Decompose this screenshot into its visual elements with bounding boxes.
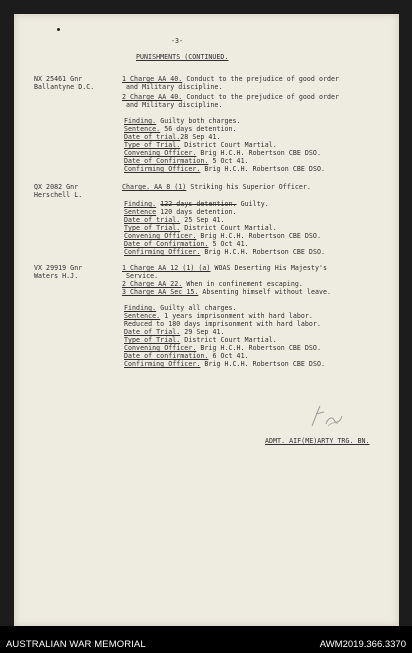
page-heading: PUNISHMENTS (CONTINUED. — [136, 53, 229, 61]
page-number: -3- — [171, 37, 184, 45]
sentence-line: Sentence. 1 years imprisonment with hard labor. — [124, 312, 313, 320]
confirming-officer-line: Confirming Officer. Brig H.C.H. Robertson CBE DSO. — [124, 360, 326, 368]
sentence-line: Sentence 120 days detention. — [124, 208, 237, 216]
charge-continuation: and Military discipline. — [126, 83, 223, 91]
convening-officer-line: Convening Officer. Brig H.C.H. Robertson CBE DSO. — [124, 344, 321, 352]
charge-line: Charge. AA 8 (1) Striking his Superior Officer. — [122, 183, 311, 191]
soldier-name: Herschell L. — [34, 191, 83, 199]
charge-continuation: Service. — [126, 272, 159, 280]
sentence-continuation: Reduced to 180 days imprisonment with hard labor. — [124, 320, 321, 328]
signature-title: ADMT. AIF(ME)ARTY TRG. BN. — [265, 437, 370, 445]
confirmation-date-line: Date of Confirmation. 5 Oct 41. — [124, 157, 249, 165]
trial-type-line: Type of Trial. District Court Martial. — [124, 224, 277, 232]
document-page — [14, 14, 399, 626]
finding-line: Finding. Guilty all charges. — [124, 304, 237, 312]
trial-type-line: Type of Trial. District Court Martial. — [124, 141, 277, 149]
trial-type-line: Type of Trial. District Court Martial. — [124, 336, 277, 344]
charge-line: 3 Charge AA Sec 15. Absenting himself without leave. — [122, 288, 332, 296]
institution-label: AUSTRALIAN WAR MEMORIAL — [6, 639, 146, 650]
charge-line: 1 Charge AA 40. Conduct to the prejudice of good order — [122, 75, 340, 83]
convening-officer-line: Convening Officer. Brig H.C.H. Robertson CBE DSO. — [124, 232, 321, 240]
soldier-number: VX 29919 Gnr — [34, 264, 83, 272]
charge-continuation: and Military discipline. — [126, 101, 223, 109]
charge-line: 2 Charge AA 40. Conduct to the prejudice of good order — [122, 93, 340, 101]
sentence-line: Sentence. 56 days detention. — [124, 125, 237, 133]
confirmation-date-line: Date of confirmation. 6 Oct 41. — [124, 352, 249, 360]
finding-line: Finding. Guilty both charges. — [124, 117, 241, 125]
confirmation-date-line: Date of Confirmation. 5 Oct 41. — [124, 240, 249, 248]
trial-date-line: Date of trial.28 Sep 41. — [124, 133, 221, 141]
trial-date-line: Date of Trial. 29 Sep 41. — [124, 328, 225, 336]
struck-text: 122 days detention. — [160, 200, 237, 208]
finding-line: Finding. 122 days detention. Guilty. — [124, 200, 269, 208]
convening-officer-line: Convening Officer. Brig H.C.H. Robertson CBE DSO. — [124, 149, 321, 157]
soldier-number: QX 2082 Gnr — [34, 183, 79, 191]
archive-footer — [0, 626, 412, 653]
handwritten-signature — [306, 402, 356, 432]
punch-mark — [57, 28, 60, 31]
soldier-name: Ballantyne D.C. — [34, 83, 95, 91]
trial-date-line: Date of trial. 25 Sep 41. — [124, 216, 225, 224]
accession-number: AWM2019.366.3370 — [319, 639, 406, 650]
charge-line: 1 Charge AA 12 (1) (a) WOAS Deserting His Majesty's — [122, 264, 328, 272]
charge-line: 2 Charge AA 22. When in confinement escaping. — [122, 280, 303, 288]
soldier-name: Waters H.J. — [34, 272, 79, 280]
soldier-number: NX 25461 Gnr — [34, 75, 83, 83]
confirming-officer-line: Confirming Officer. Brig H.C.H. Robertson CBE DSO. — [124, 165, 326, 173]
confirming-officer-line: Confirming Officer. Brig H.C.H. Robertson CBE DSO. — [124, 248, 326, 256]
